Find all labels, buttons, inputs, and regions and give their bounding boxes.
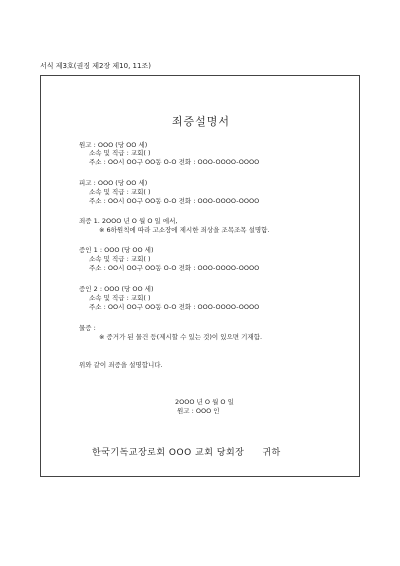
- addressee-honorific: 귀하: [262, 448, 281, 458]
- witness2-name-line: 증인 2 : OOO (당 OO 세): [79, 285, 154, 293]
- evidence-line: 죄증 1. 2OOO 년 O 월 O 일 에서,: [79, 217, 178, 225]
- evidence-note: ※ 6하원칙에 따라 고소장에 제시한 죄상을 조목조목 설명함.: [99, 226, 270, 234]
- closing-statement: 위와 같이 죄증을 설명합니다.: [79, 361, 163, 369]
- witness2-address-line: 주소 : OO시 OO구 OO동 O-O 전화 : OOO-OOOO-OOOO: [89, 303, 260, 311]
- recipient-line: [92, 447, 281, 459]
- defendant-affiliation-line: 소속 및 직급 : 교회( ): [89, 188, 151, 196]
- witness2-affiliation-line: 소속 및 직급 : 교회( ): [89, 294, 151, 302]
- exhibits-note: ※ 증거가 된 물건 등(제시할 수 있는 것)이 있으면 기재함.: [99, 333, 263, 341]
- exhibits-line: 물증 :: [79, 324, 96, 332]
- defendant-name-line: 피고 : OOO (당 OO 세): [79, 179, 148, 187]
- signature-line: 원고 : OOO 인: [177, 407, 220, 415]
- document-title: 죄증설명서: [171, 115, 231, 128]
- recipient-name: 한국기독교장로회 OOO 교회 당회장: [92, 448, 245, 458]
- form-number: 서식 제3호(권징 제2장 제10, 11조): [40, 62, 151, 70]
- plaintiff-address-line: 주소 : OO시 OO구 OO동 O-O 전화 : OOO-OOOO-OOOO: [89, 158, 260, 166]
- witness1-affiliation-line: 소속 및 직급 : 교회( ): [89, 255, 151, 263]
- plaintiff-affiliation-line: 소속 및 직급 : 교회( ): [89, 149, 151, 157]
- defendant-address-line: 주소 : OO시 OO구 OO동 O-O 전화 : OOO-OOOO-OOOO: [89, 197, 260, 205]
- plaintiff-name-line: 원고 : OOO (당 OO 세): [79, 141, 148, 149]
- witness1-address-line: 주소 : OO시 OO구 OO동 O-O 전화 : OOO-OOOO-OOOO: [89, 264, 260, 272]
- witness1-name-line: 증인 1 : OOO (당 OO 세): [79, 246, 154, 254]
- date-line: 2OOO 년 O 월 O 일: [175, 398, 234, 406]
- document-frame: [40, 75, 360, 477]
